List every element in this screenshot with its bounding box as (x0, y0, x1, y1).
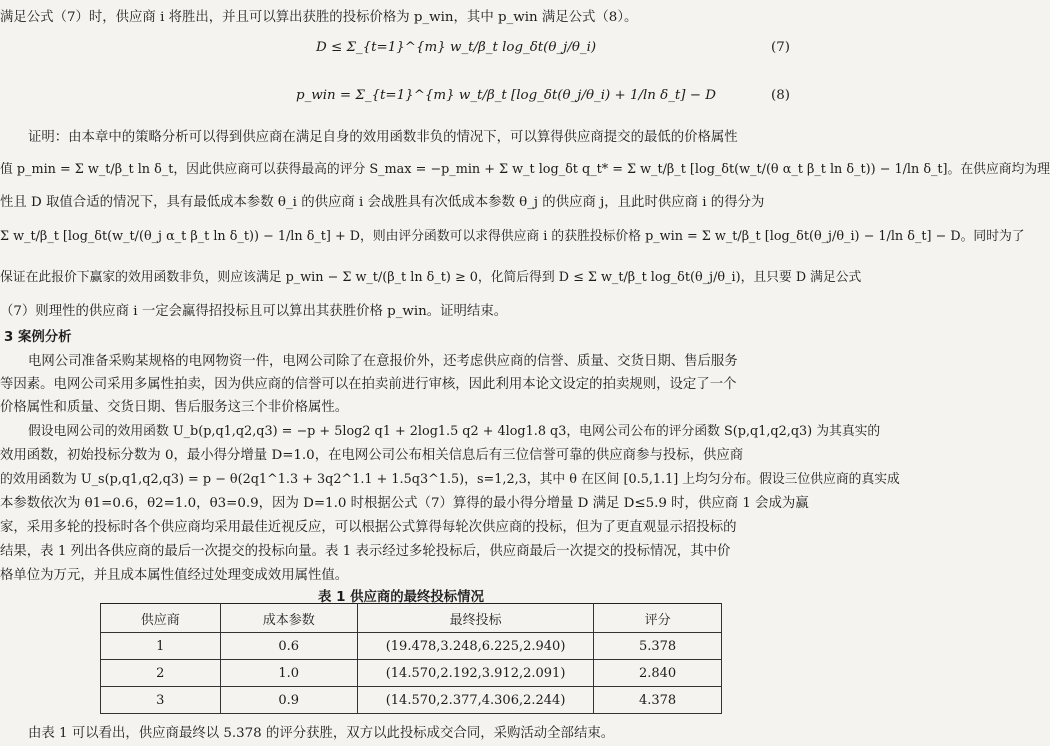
cell-score: 5.378 (594, 633, 722, 660)
equation-7-number: (7) (771, 40, 790, 55)
cell-supplier: 1 (101, 633, 221, 660)
header-supplier: 供应商 (101, 604, 221, 633)
text-line: 等因素。电网公司采用多属性拍卖，因为供应商的信誉可以在拍卖前进行审核，因此利用本论文设定的拍卖规则，设定了一个 (0, 377, 737, 392)
equation-8: p_win = Σ_{t=1}^{m} w_t/β_t [log_δt(θ_j/θ_i) + 1/ln δ_t] − D (296, 88, 716, 103)
cell-score: 2.840 (594, 660, 722, 687)
table-row (101, 633, 722, 660)
header-score: 评分 (594, 604, 722, 633)
text-line: 值 p_min = Σ w_t/β_t ln δ_t，因此供应商可以获得最高的评分 S_max = −p_min + Σ w_t log_δt q_t* = Σ w_t/β_t [log_δt(w_t/(θ α_t β_t ln δ_t)) − 1/ln δ_t]。在供应商均为理 (0, 162, 1050, 177)
table-row (101, 687, 722, 714)
text-line: 假设电网公司的效用函数 U_b(p,q1,q2,q3) = −p + 5log2 q1 + 2log1.5 q2 + 4log1.8 q3，电网公司公布的评分函数 S(p,q1,q2,q3) 为其真实的 (28, 424, 881, 439)
equation-8-number: (8) (771, 88, 790, 103)
table-caption: 表 1 供应商的最终投标情况 (318, 590, 484, 605)
cell-cost-parameter: 0.6 (220, 633, 357, 660)
text-line: 格单位为万元，并且成本属性值经过处理变成效用属性值。 (0, 568, 349, 583)
text-line: 结果，表 1 列出各供应商的最后一次提交的投标向量。表 1 表示经过多轮投标后，供应商最后一次提交的投标情况，其中价 (0, 544, 731, 559)
text-line: 满足公式（7）时，供应商 i 将胜出，并且可以算出获胜的投标价格为 p_win，其中 p_win 满足公式（8）。 (0, 10, 638, 25)
table-row (101, 660, 722, 687)
text-line: 证明：由本章中的策略分析可以得到供应商在满足自身的效用函数非负的情况下，可以算得供应商提交的最低的价格属性 (28, 130, 738, 145)
cell-final-bid: (14.570,2.377,4.306,2.244) (357, 687, 593, 714)
cell-cost-parameter: 0.9 (220, 687, 357, 714)
cell-cost-parameter: 1.0 (220, 660, 357, 687)
cell-final-bid: (14.570,2.192,3.912,2.091) (357, 660, 593, 687)
text-line: 本参数依次为 θ1=0.6，θ2=1.0，θ3=0.9，因为 D=1.0 时根据公式（7）算得的最小得分增量 D 满足 D≤5.9 时，供应商 1 会成为赢 (0, 496, 809, 511)
equation-7: D ≤ Σ_{t=1}^{m} w_t/β_t log_δt(θ_j/θ_i) (316, 40, 597, 55)
text-line: （7）则理性的供应商 i 一定会赢得招投标且可以算出其获胜价格 p_win。证明结束。 (0, 304, 508, 319)
text-line: 保证在此报价下赢家的效用函数非负，则应该满足 p_win − Σ w_t/(β_t ln δ_t) ≥ 0，化简后得到 D ≤ Σ w_t/β_t log_δt(θ_j/θ_i)，且只要 D 满足公式 (0, 270, 862, 285)
header-cost-parameter: 成本参数 (220, 604, 357, 633)
header-final-bid: 最终投标 (357, 604, 593, 633)
table-header-row (101, 604, 722, 633)
text-line: 性且 D 取值合适的情况下，具有最低成本参数 θ_i 的供应商 i 会战胜具有次低成本参数 θ_j 的供应商 j，且此时供应商 i 的得分为 (0, 195, 765, 210)
text-line: 价格属性和质量、交货日期、售后服务这三个非价格属性。 (0, 400, 349, 415)
text-line: Σ w_t/β_t [log_δt(w_t/(θ_j α_t β_t ln δ_t)) − 1/ln δ_t] + D，则由评分函数可以求得供应商 i 的获胜投标价格 p_win = Σ w_t/β_t [log_δt(θ_j/θ_i) − 1/ln δ_t] − D。同时为了 (0, 229, 1025, 244)
cell-final-bid: (19.478,3.248,6.225,2.940) (357, 633, 593, 660)
cell-supplier: 2 (101, 660, 221, 687)
text-line: 效用函数，初始投标分数为 0，最小得分增量 D=1.0，在电网公司公布相关信息后有三位信誉可靠的供应商参与投标，供应商 (0, 448, 744, 463)
text-line: 的效用函数为 U_s(p,q1,q2,q3) = p − θ(2q1^1.3 + 3q2^1.1 + 1.5q3^1.5)，s=1,2,3，其中 θ 在区间 [0.5,1.1] 上均匀分布。假设三位供应商的真实成 (0, 472, 900, 487)
text-line: 家，采用多轮的投标时各个供应商均采用最佳近视反应，可以根据公式算得每轮次供应商的投标，但为了更直观显示招投标的 (0, 520, 737, 535)
section-heading: 3 案例分析 (4, 330, 72, 345)
cell-supplier: 3 (101, 687, 221, 714)
text-line: 由表 1 可以看出，供应商最终以 5.378 的评分获胜，双方以此投标成交合同，采购活动全部结束。 (28, 726, 615, 741)
bid-table (100, 603, 722, 714)
text-line: 电网公司准备采购某规格的电网物资一件，电网公司除了在意报价外，还考虑供应商的信誉、质量、交货日期、售后服务 (28, 354, 738, 369)
cell-score: 4.378 (594, 687, 722, 714)
